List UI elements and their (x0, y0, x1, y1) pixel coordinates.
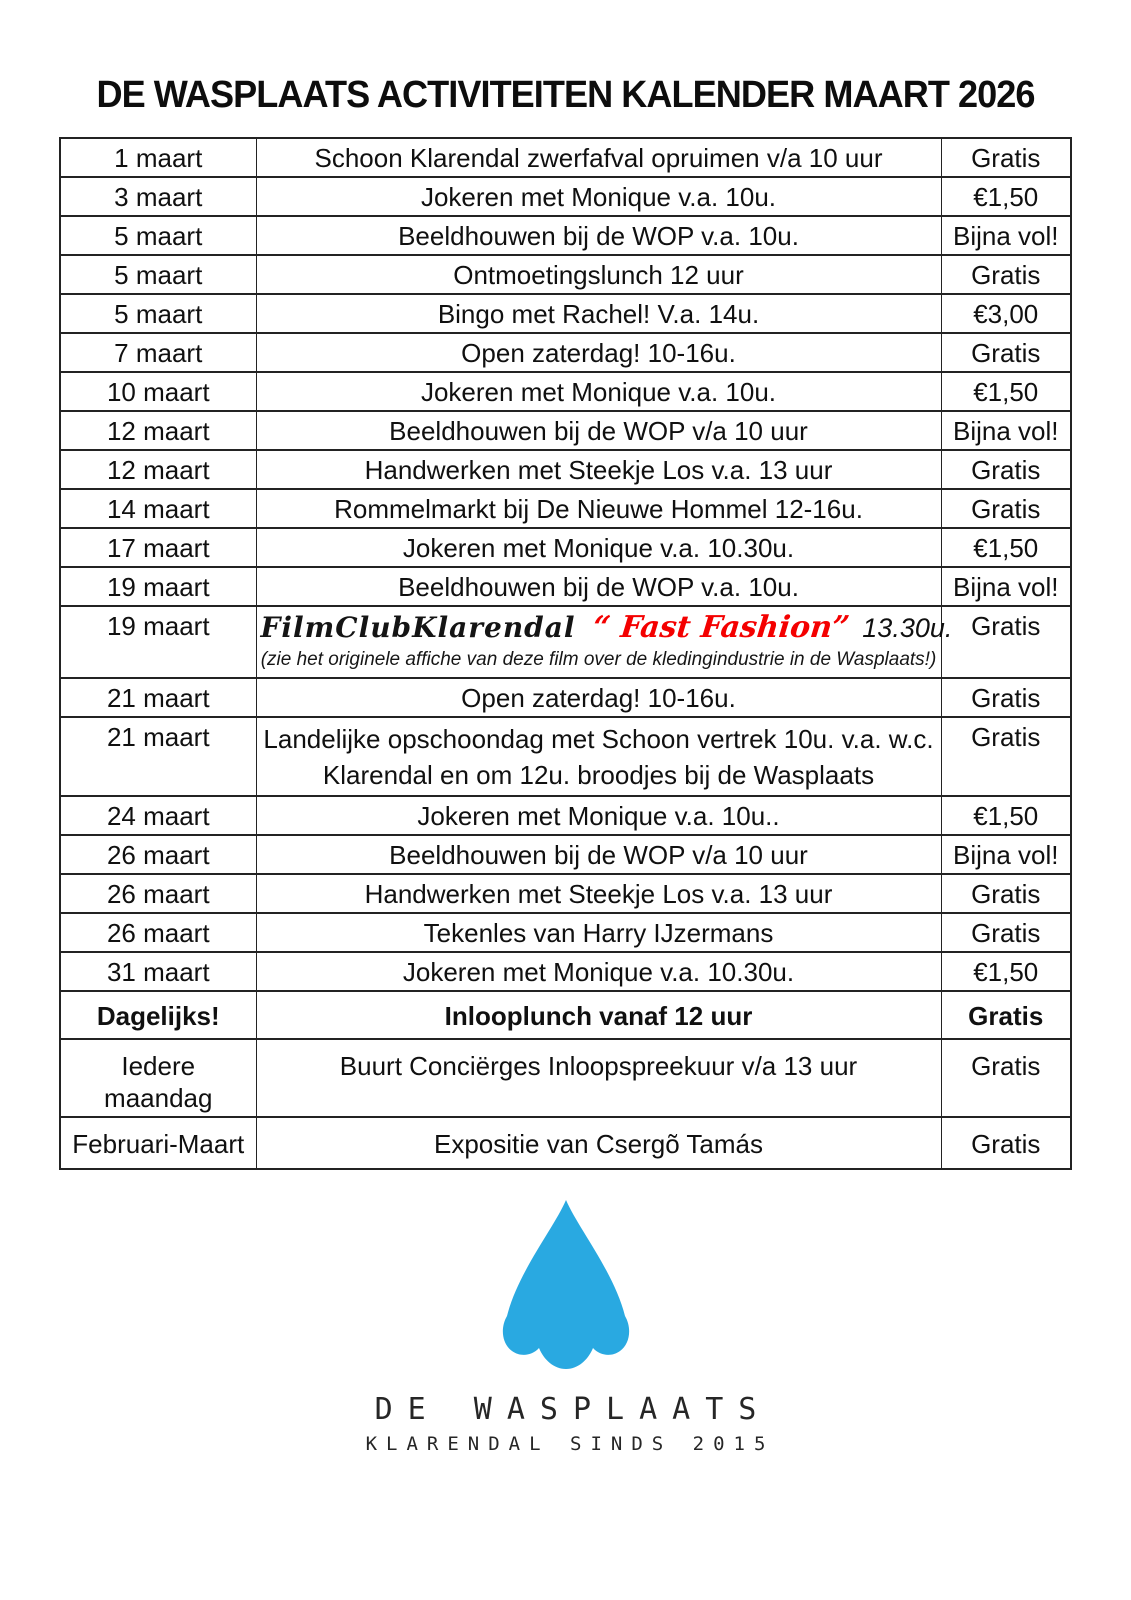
activity-cell: Jokeren met Monique v.a. 10.30u. (256, 528, 941, 567)
activity-cell: Handwerken met Steekje Los v.a. 13 uur (256, 450, 941, 489)
price-cell: €1,50 (941, 372, 1071, 411)
table-row (60, 1039, 1071, 1117)
table-row (60, 294, 1071, 333)
date-cell: 5 maart (60, 255, 256, 294)
price-cell: Gratis (941, 991, 1071, 1039)
table-row (60, 796, 1071, 835)
film-note: (zie het originele affiche van deze film over de kledingindustrie in de Wasplaats!) (260, 649, 937, 670)
price-cell: Gratis (941, 606, 1071, 678)
activity-cell: Expositie van Csergõ Tamás (256, 1117, 941, 1169)
date-cell: 24 maart (60, 796, 256, 835)
activity-cell: Bingo met Rachel! V.a. 14u. (256, 294, 941, 333)
date-cell: 17 maart (60, 528, 256, 567)
activity-cell: Tekenles van Harry IJzermans (256, 913, 941, 952)
date-cell: 5 maart (60, 294, 256, 333)
date-cell: 10 maart (60, 372, 256, 411)
price-cell: Bijna vol! (941, 567, 1071, 606)
activity-cell: Jokeren met Monique v.a. 10.30u. (256, 952, 941, 991)
date-cell: Dagelijks! (60, 991, 256, 1039)
activity-cell: Landelijke opschoondag met Schoon vertrek 10u. v.a. w.c. Klarendal en om 12u. broodjes bij de Wasplaats (256, 717, 941, 796)
price-cell: Bijna vol! (941, 835, 1071, 874)
table-row-filmclub (60, 606, 1071, 678)
table-row (60, 678, 1071, 717)
date-cell: Iedere maandag (60, 1039, 256, 1117)
table-row (60, 138, 1071, 177)
price-cell: €1,50 (941, 796, 1071, 835)
price-cell: €1,50 (941, 528, 1071, 567)
price-cell: Bijna vol! (941, 216, 1071, 255)
wasplaats-logo (0, 1198, 1131, 1455)
activity-cell: Beeldhouwen bij de WOP v/a 10 uur (256, 411, 941, 450)
activity-cell: Jokeren met Monique v.a. 10u. (256, 177, 941, 216)
date-cell: 26 maart (60, 913, 256, 952)
price-cell: €1,50 (941, 177, 1071, 216)
activity-cell: Beeldhouwen bij de WOP v.a. 10u. (256, 567, 941, 606)
page-title: DE WASPLAATS ACTIVITEITEN KALENDER MAART 2026 (96, 74, 1035, 116)
logo-title: DE WASPLAATS (374, 1392, 772, 1427)
table-row (60, 874, 1071, 913)
price-cell: Gratis (941, 138, 1071, 177)
activity-cell: Schoon Klarendal zwerfafval opruimen v/a 10 uur (256, 138, 941, 177)
table-row (60, 177, 1071, 216)
table-row (60, 450, 1071, 489)
table-row (60, 255, 1071, 294)
price-cell: Gratis (941, 1117, 1071, 1169)
film-club-name: FilmClubKlarendal (260, 611, 576, 644)
activity-cell: Jokeren met Monique v.a. 10u.. (256, 796, 941, 835)
film-announcement (260, 610, 953, 645)
date-cell: Februari-Maart (60, 1117, 256, 1169)
price-cell: Gratis (941, 913, 1071, 952)
price-cell: Gratis (941, 450, 1071, 489)
date-cell: 3 maart (60, 177, 256, 216)
table-row (60, 835, 1071, 874)
table-row (60, 411, 1071, 450)
date-cell: 7 maart (60, 333, 256, 372)
activity-cell: Open zaterdag! 10-16u. (256, 333, 941, 372)
price-cell: Gratis (941, 333, 1071, 372)
date-cell: 31 maart (60, 952, 256, 991)
date-cell: 1 maart (60, 138, 256, 177)
activity-cell: Beeldhouwen bij de WOP v/a 10 uur (256, 835, 941, 874)
date-cell: 5 maart (60, 216, 256, 255)
activities-table (59, 137, 1072, 1170)
date-cell: 12 maart (60, 450, 256, 489)
date-cell: 14 maart (60, 489, 256, 528)
table-row (60, 489, 1071, 528)
price-cell: Gratis (941, 489, 1071, 528)
activity-cell: Open zaterdag! 10-16u. (256, 678, 941, 717)
activity-cell: Jokeren met Monique v.a. 10u. (256, 372, 941, 411)
price-cell: €3,00 (941, 294, 1071, 333)
activity-cell: Handwerken met Steekje Los v.a. 13 uur (256, 874, 941, 913)
date-cell: 19 maart (60, 606, 256, 678)
table-row (60, 372, 1071, 411)
price-cell: Gratis (941, 874, 1071, 913)
activity-cell: Inlooplunch vanaf 12 uur (256, 991, 941, 1039)
logo-subtitle: KLARENDAL SINDS 2015 (365, 1433, 775, 1455)
table-row (60, 913, 1071, 952)
table-row (60, 1117, 1071, 1169)
price-cell: Gratis (941, 255, 1071, 294)
price-cell: Gratis (941, 717, 1071, 796)
activity-cell: Beeldhouwen bij de WOP v.a. 10u. (256, 216, 941, 255)
water-drop-icon (478, 1198, 654, 1370)
table-row (60, 333, 1071, 372)
table-row (60, 567, 1071, 606)
activity-cell-film (256, 606, 953, 678)
film-time: 13.30u. (862, 613, 953, 643)
film-title: “ Fast Fashion” (590, 610, 851, 645)
date-cell: 26 maart (60, 874, 256, 913)
price-cell: €1,50 (941, 952, 1071, 991)
table-row (60, 528, 1071, 567)
date-cell: 19 maart (60, 567, 256, 606)
date-cell: 26 maart (60, 835, 256, 874)
activity-cell: Buurt Conciërges Inloopspreekuur v/a 13 uur (256, 1039, 941, 1117)
price-cell: Bijna vol! (941, 411, 1071, 450)
table-row-daily (60, 991, 1071, 1039)
table-row (60, 216, 1071, 255)
price-cell: Gratis (941, 1039, 1071, 1117)
date-cell: 12 maart (60, 411, 256, 450)
date-cell: 21 maart (60, 678, 256, 717)
table-row (60, 952, 1071, 991)
activity-cell: Rommelmarkt bij De Nieuwe Hommel 12-16u. (256, 489, 941, 528)
table-row (60, 717, 1071, 796)
price-cell: Gratis (941, 678, 1071, 717)
activity-cell: Ontmoetingslunch 12 uur (256, 255, 941, 294)
date-cell: 21 maart (60, 717, 256, 796)
